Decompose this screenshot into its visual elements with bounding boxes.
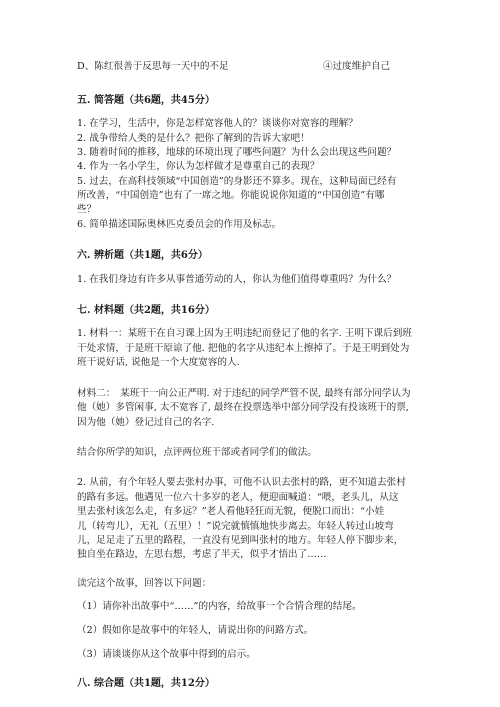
story-line6: 独自坐在路边，左思右想，考虑了半天，似乎才悟出了…… [77, 549, 327, 560]
option-4: ④过度维护自己 [323, 61, 391, 72]
material1-line2: 干处求情，于是班干原谅了他. 把他的名字从违纪本上擦掉了。于是王明到处为 [77, 343, 410, 354]
section5-q1: 1. 在学习，生活中，你是怎样宽容他人的？谈谈你对宽容的理解？ [77, 118, 358, 129]
read-prompt: 读完这个故事，回答以下问题： [77, 578, 212, 589]
story-line1: 2. 从前，有个年轻人要去张村办事，可他不认识去张村的路，更不知道去张村 [77, 477, 406, 488]
option-d: D、陈红很善于反思每一天中的不足 [77, 61, 229, 72]
section5-q5-line3: 些？ [77, 204, 97, 215]
section6-heading: 六. 辨析题（共1题，共6分） [77, 250, 208, 261]
section5-q5-line1: 5. 过去，在高科技领域“中国创造”的身影还不算多。现在，这种局面已经有 [77, 176, 397, 187]
sub-question-2: （2）假如你是故事中的年轻人，请说出你的问路方式。 [77, 625, 314, 636]
section5-q4: 4. 作为一名小学生，你认为怎样做才是尊重自己的表现？ [77, 161, 320, 172]
material2-line3: 因为他（她）登记过自己的名字. [77, 417, 215, 428]
section5-q2: 2. 战争带给人类的是什么？把你了解到的告诉大家吧！ [77, 133, 310, 144]
material-question: 结合你所学的知识，点评两位班干部或者同学们的做法。 [77, 447, 317, 458]
story-line3: 里去张村该怎么走，有多远？”老人看他轻狂而无貌，便脱口而出：“小娃 [77, 506, 385, 517]
section5-q3: 3. 随着时间的推移，地球的环境出现了哪些问题？为什么会出现这些问题？ [77, 147, 397, 158]
section7-heading: 七. 材料题（共2题，共16分） [77, 305, 215, 316]
section5-q5-line2: 所改善，“中国创造”也有了一席之地。你能说说你知道的“中国创造”有哪 [77, 190, 385, 201]
material2-line2: 他（她）多管闲事, 太不宽容了, 最终在投票选举中部分同学没有投该班干的票, [77, 402, 409, 413]
material2-line1: 材料二： 某班干一向公正严明. 对于违纪的同学严管不误, 最终有部分同学认为 [77, 388, 411, 399]
story-line5: 儿，足足走了五里的路程，一直没有见到叫张村的地方。年轻人停下脚步来， [77, 535, 404, 546]
story-line2: 的路有多远。他遇见一位六十多岁的老人，便迎面喊道：“喂，老头儿，从这 [77, 492, 399, 503]
section8-heading: 八. 综合题（共1题，共12分） [77, 678, 215, 689]
section5-q6: 6. 简单描述国际奥林匹克委员会的作用及标志。 [77, 219, 282, 230]
story-line4: 儿（转弯儿），无礼（五里）！”说完就慎慎地快步离去。年轻人转过山坡弯 [77, 521, 394, 532]
sub-question-1: （1）请你补出故事中“……”的内容，给故事一个合情合理的结尾。 [77, 601, 362, 612]
sub-question-3: （3）请谈谈你从这个故事中得到的启示。 [77, 649, 256, 660]
section6-q1: 1. 在我们身边有许多从事普通劳动的人，你认为他们值得尊重吗？为什么？ [77, 274, 397, 285]
material1-line3: 班干说好话, 说他是一个大度宽容的人. [77, 357, 240, 368]
section5-heading: 五. 简答题（共6题，共45分） [77, 95, 215, 106]
material1-line1: 1. 材料一：某班干在自习课上因为王明违纪而登记了他的名字. 王明下课后到班 [77, 328, 412, 339]
